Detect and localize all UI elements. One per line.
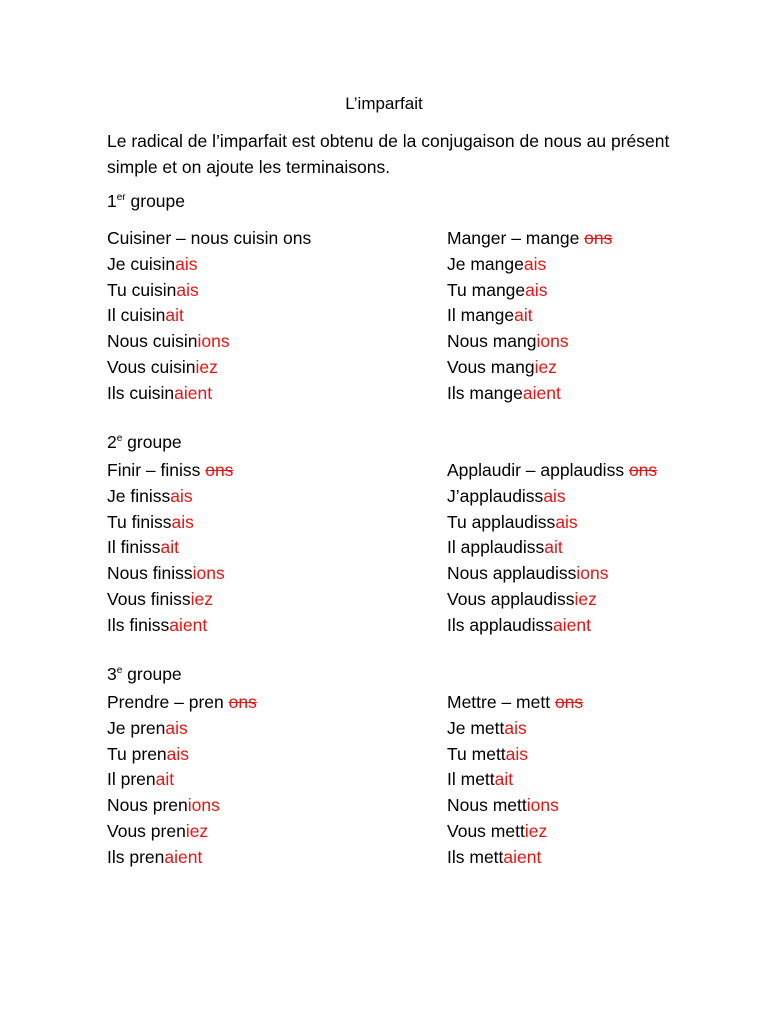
conjugation-stem: Il cuisin: [107, 305, 166, 326]
conjugation-ending: iez: [524, 820, 548, 841]
struck-ending: ons: [554, 692, 584, 712]
page-title: L’imparfait: [345, 94, 423, 113]
conjugation-stem: Il mange: [447, 305, 515, 326]
conjugation-ending: ais: [543, 485, 566, 506]
conjugation-ending: ais: [504, 717, 527, 738]
conjugation-line: [107, 716, 257, 742]
conjugation-ending: ais: [175, 253, 198, 274]
group-ordinal-suffix: e: [116, 433, 123, 444]
conjugation-line: [447, 767, 583, 793]
conjugation-stem: Je mett: [447, 717, 505, 738]
conjugation-ending: ions: [187, 795, 220, 816]
verb-header: [107, 690, 257, 716]
conjugation-ending: ais: [170, 485, 193, 506]
conjugation-stem: Je mange: [447, 253, 524, 274]
group-3-heading: [107, 664, 182, 685]
conjugation-stem: Tu applaudiss: [447, 511, 556, 532]
conjugation-line: [447, 819, 583, 845]
conjugation-ending: iez: [534, 356, 557, 377]
conjugation-line: [447, 845, 583, 871]
conjugation-ending: ait: [160, 537, 179, 558]
conjugation-ending: ais: [505, 743, 529, 764]
conjugation-line: [107, 303, 311, 329]
conjugation-line: [447, 381, 612, 407]
intro-paragraph: Le radical de l’imparfait est obtenu de la conjugaison de nous au présent simple et on ajoute les terminaisons.: [107, 131, 670, 177]
conjugation-ending: ions: [526, 795, 559, 816]
conjugation-stem: Vous mett: [447, 820, 525, 841]
conjugation-line: [447, 278, 612, 304]
conjugation-line: [107, 329, 311, 355]
struck-ending: ons: [628, 460, 658, 480]
conjugation-line: [107, 510, 233, 536]
struck-ending: ons: [584, 228, 613, 248]
conjugation-stem: Vous cuisin: [107, 356, 196, 377]
conjugation-line: [447, 329, 612, 355]
conjugation-line: [107, 561, 233, 587]
group-ordinal-suffix: er: [116, 192, 126, 203]
conjugation-ending: iez: [195, 356, 218, 377]
conjugation-stem: Ils mange: [447, 382, 523, 403]
conjugation-line: [447, 793, 583, 819]
conjugation-line: [107, 278, 311, 304]
conjugation-stem: Il pren: [107, 769, 156, 790]
conjugation-line: [107, 767, 257, 793]
conjugation-line: [447, 535, 657, 561]
conjugation-stem: Nous finiss: [107, 563, 193, 584]
conjugation-stem: Ils pren: [107, 846, 165, 867]
verb-block-mettre: [447, 690, 583, 871]
verb-block-applaudir: [447, 458, 657, 639]
group-1-heading: [107, 191, 185, 212]
verb-header-text: Prendre – pren: [107, 692, 229, 712]
conjugation-ending: aient: [164, 846, 203, 867]
conjugation-ending: ait: [544, 537, 563, 558]
conjugation-stem: Il mett: [447, 769, 495, 790]
conjugation-line: [107, 845, 257, 871]
conjugation-line: [107, 613, 233, 639]
conjugation-ending: ais: [176, 279, 199, 300]
conjugation-ending: aient: [174, 382, 213, 403]
conjugation-stem: Je pren: [107, 717, 166, 738]
verb-header: [107, 458, 233, 484]
conjugation-line: [107, 381, 311, 407]
group-label: groupe: [130, 191, 186, 211]
conjugation-ending: iez: [574, 588, 597, 609]
conjugation-ending: ions: [536, 331, 569, 352]
conjugation-line: [447, 587, 657, 613]
verb-header: [447, 690, 583, 716]
group-2-heading: [107, 432, 182, 453]
conjugation-line: [447, 252, 612, 278]
conjugation-stem: Nous cuisin: [107, 331, 198, 352]
conjugation-line: [447, 742, 583, 768]
verb-header: [447, 458, 657, 484]
conjugation-ending: ais: [555, 511, 578, 532]
verb-header: [107, 226, 311, 252]
conjugation-line: [107, 742, 257, 768]
conjugation-stem: Je finiss: [107, 485, 171, 506]
conjugation-line: [107, 355, 311, 381]
verb-block-finir: [107, 458, 233, 639]
conjugation-line: [447, 561, 657, 587]
conjugation-stem: Nous mang: [447, 331, 537, 352]
conjugation-line: [447, 716, 583, 742]
verb-header-text: Mettre – mett: [447, 692, 555, 712]
conjugation-ending: ait: [514, 305, 533, 326]
conjugation-stem: Il applaudiss: [447, 537, 545, 558]
conjugation-line: [107, 484, 233, 510]
conjugation-line: [107, 535, 233, 561]
conjugation-line: [447, 355, 612, 381]
struck-ending: ons: [228, 692, 257, 712]
verb-header: [447, 226, 612, 252]
conjugation-stem: Ils applaudiss: [447, 614, 554, 635]
verb-header-text: Finir – finiss: [107, 460, 206, 480]
group-ordinal-suffix: e: [116, 665, 123, 676]
conjugation-stem: Vous applaudiss: [447, 588, 575, 609]
conjugation-line: [107, 793, 257, 819]
verb-block-cuisiner: [107, 226, 311, 407]
conjugation-ending: ait: [165, 305, 184, 326]
conjugation-ending: ais: [171, 511, 194, 532]
group-label: groupe: [127, 664, 182, 684]
conjugation-stem: Tu pren: [107, 743, 167, 764]
conjugation-line: [107, 252, 311, 278]
conjugation-stem: Tu mett: [447, 743, 506, 764]
verb-block-manger: [447, 226, 612, 407]
conjugation-ending: ions: [197, 331, 230, 352]
conjugation-stem: Nous pren: [107, 795, 188, 816]
conjugation-ending: ais: [523, 253, 547, 274]
group-number: 1: [107, 191, 117, 211]
conjugation-stem: J’applaudiss: [447, 485, 544, 506]
conjugation-ending: ait: [155, 769, 175, 790]
conjugation-ending: ions: [576, 563, 609, 584]
group-number: 3: [107, 664, 117, 684]
conjugation-ending: ais: [165, 717, 188, 738]
group-number: 2: [107, 432, 117, 452]
conjugation-ending: aient: [553, 614, 591, 635]
conjugation-stem: Nous mett: [447, 795, 527, 816]
verb-header-text: Manger – mange: [447, 228, 585, 248]
conjugation-stem: Vous mang: [447, 356, 535, 377]
conjugation-stem: Vous pren: [107, 820, 186, 841]
struck-ending: ons: [205, 460, 234, 480]
conjugation-stem: Ils cuisin: [107, 382, 175, 403]
conjugation-line: [107, 819, 257, 845]
conjugation-ending: iez: [190, 588, 214, 609]
conjugation-line: [447, 510, 657, 536]
conjugation-stem: Tu cuisin: [107, 279, 177, 300]
conjugation-stem: Tu finiss: [107, 511, 172, 532]
verb-header-text: Cuisiner – nous cuisin ons: [107, 228, 312, 248]
conjugation-stem: Tu mange: [447, 279, 526, 300]
conjugation-stem: Nous applaudiss: [447, 563, 577, 584]
conjugation-stem: Il finiss: [107, 537, 161, 558]
conjugation-ending: iez: [185, 820, 209, 841]
conjugation-ending: aient: [169, 614, 208, 635]
conjugation-ending: aient: [522, 382, 561, 403]
group-label: groupe: [127, 432, 182, 452]
conjugation-line: [447, 613, 657, 639]
conjugation-line: [107, 587, 233, 613]
conjugation-stem: Je cuisin: [107, 253, 176, 274]
verb-header-text: Applaudir – applaudiss: [447, 460, 629, 480]
conjugation-ending: ions: [192, 563, 225, 584]
conjugation-line: [447, 303, 612, 329]
conjugation-ending: ais: [525, 279, 548, 300]
conjugation-stem: Vous finiss: [107, 588, 191, 609]
conjugation-ending: ait: [494, 769, 514, 790]
conjugation-line: [447, 484, 657, 510]
verb-block-prendre: [107, 690, 257, 871]
conjugation-stem: Ils mett: [447, 846, 504, 867]
conjugation-ending: aient: [503, 846, 542, 867]
conjugation-stem: Ils finiss: [107, 614, 170, 635]
conjugation-ending: ais: [166, 743, 190, 764]
